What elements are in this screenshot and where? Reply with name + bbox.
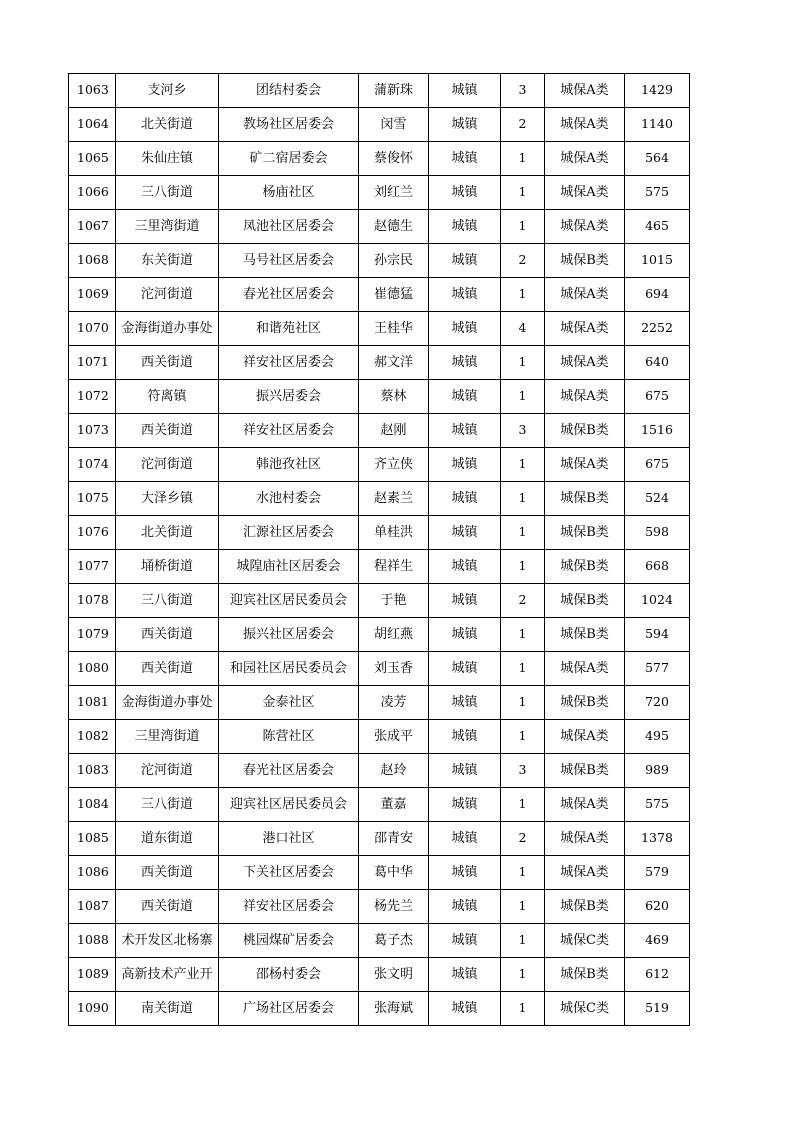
household-count-cell: 2 (501, 822, 545, 856)
community-cell: 韩池孜社区 (219, 448, 359, 482)
household-count-cell: 1 (501, 958, 545, 992)
name-cell: 董嘉 (359, 788, 429, 822)
table-row (69, 74, 690, 108)
area-type-cell: 城镇 (429, 108, 501, 142)
table-row (69, 788, 690, 822)
street-cell: 西关街道 (116, 346, 219, 380)
community-cell: 邵杨村委会 (219, 958, 359, 992)
table-row (69, 176, 690, 210)
area-type-cell: 城镇 (429, 652, 501, 686)
community-cell: 教场社区居委会 (219, 108, 359, 142)
area-type-cell: 城镇 (429, 788, 501, 822)
amount-cell: 575 (625, 176, 690, 210)
amount-cell: 519 (625, 992, 690, 1026)
insurance-category-cell: 城保A类 (545, 822, 625, 856)
table-row (69, 142, 690, 176)
insurance-category-cell: 城保A类 (545, 74, 625, 108)
community-cell: 矿二宿居委会 (219, 142, 359, 176)
household-count-cell: 1 (501, 482, 545, 516)
amount-cell: 720 (625, 686, 690, 720)
name-cell: 葛子杰 (359, 924, 429, 958)
community-cell: 汇源社区居委会 (219, 516, 359, 550)
street-cell: 西关街道 (116, 652, 219, 686)
household-count-cell: 1 (501, 176, 545, 210)
insurance-category-cell: 城保A类 (545, 346, 625, 380)
street-cell: 符离镇 (116, 380, 219, 414)
community-cell: 桃园煤矿居委会 (219, 924, 359, 958)
insurance-category-cell: 城保B类 (545, 958, 625, 992)
row-number-cell: 1083 (69, 754, 116, 788)
insurance-category-cell: 城保A类 (545, 380, 625, 414)
insurance-category-cell: 城保A类 (545, 856, 625, 890)
amount-cell: 524 (625, 482, 690, 516)
street-cell: 沱河街道 (116, 278, 219, 312)
household-count-cell: 1 (501, 278, 545, 312)
row-number-cell: 1086 (69, 856, 116, 890)
street-cell: 东关街道 (116, 244, 219, 278)
name-cell: 赵素兰 (359, 482, 429, 516)
insurance-category-cell: 城保B类 (545, 754, 625, 788)
community-cell: 祥安社区居委会 (219, 890, 359, 924)
community-cell: 水池村委会 (219, 482, 359, 516)
household-count-cell: 1 (501, 652, 545, 686)
name-cell: 赵德生 (359, 210, 429, 244)
table-row (69, 550, 690, 584)
area-type-cell: 城镇 (429, 924, 501, 958)
name-cell: 凌芳 (359, 686, 429, 720)
amount-cell: 640 (625, 346, 690, 380)
table-row (69, 992, 690, 1026)
row-number-cell: 1066 (69, 176, 116, 210)
table-row (69, 244, 690, 278)
street-cell: 朱仙庄镇 (116, 142, 219, 176)
insurance-category-cell: 城保B类 (545, 686, 625, 720)
table-row (69, 822, 690, 856)
insurance-category-cell: 城保B类 (545, 618, 625, 652)
area-type-cell: 城镇 (429, 618, 501, 652)
name-cell: 赵刚 (359, 414, 429, 448)
community-cell: 祥安社区居委会 (219, 414, 359, 448)
insurance-category-cell: 城保A类 (545, 278, 625, 312)
community-cell: 广场社区居委会 (219, 992, 359, 1026)
amount-cell: 594 (625, 618, 690, 652)
table-row (69, 448, 690, 482)
amount-cell: 620 (625, 890, 690, 924)
street-cell: 三里湾街道 (116, 210, 219, 244)
table-row (69, 958, 690, 992)
name-cell: 蔡俊怀 (359, 142, 429, 176)
street-cell: 三里湾街道 (116, 720, 219, 754)
amount-cell: 577 (625, 652, 690, 686)
row-number-cell: 1082 (69, 720, 116, 754)
row-number-cell: 1072 (69, 380, 116, 414)
name-cell: 崔德猛 (359, 278, 429, 312)
insurance-category-cell: 城保A类 (545, 788, 625, 822)
name-cell: 张海斌 (359, 992, 429, 1026)
table-body (69, 74, 690, 1026)
area-type-cell: 城镇 (429, 176, 501, 210)
row-number-cell: 1067 (69, 210, 116, 244)
table-row (69, 686, 690, 720)
street-cell: 北关街道 (116, 108, 219, 142)
street-cell: 金海街道办事处 (116, 686, 219, 720)
amount-cell: 1516 (625, 414, 690, 448)
amount-cell: 694 (625, 278, 690, 312)
table-row (69, 210, 690, 244)
area-type-cell: 城镇 (429, 856, 501, 890)
amount-cell: 675 (625, 380, 690, 414)
community-cell: 祥安社区居委会 (219, 346, 359, 380)
household-count-cell: 1 (501, 448, 545, 482)
row-number-cell: 1087 (69, 890, 116, 924)
table-row (69, 618, 690, 652)
name-cell: 张文明 (359, 958, 429, 992)
insurance-category-cell: 城保B类 (545, 890, 625, 924)
area-type-cell: 城镇 (429, 380, 501, 414)
street-cell: 西关街道 (116, 618, 219, 652)
community-cell: 杨庙社区 (219, 176, 359, 210)
table-row (69, 312, 690, 346)
name-cell: 齐立侠 (359, 448, 429, 482)
table-row (69, 856, 690, 890)
community-cell: 港口社区 (219, 822, 359, 856)
insurance-category-cell: 城保A类 (545, 176, 625, 210)
household-count-cell: 1 (501, 618, 545, 652)
row-number-cell: 1070 (69, 312, 116, 346)
insurance-category-cell: 城保A类 (545, 720, 625, 754)
name-cell: 王桂华 (359, 312, 429, 346)
amount-cell: 575 (625, 788, 690, 822)
insurance-category-cell: 城保A类 (545, 108, 625, 142)
street-cell: 西关街道 (116, 890, 219, 924)
amount-cell: 1015 (625, 244, 690, 278)
community-cell: 春光社区居委会 (219, 754, 359, 788)
area-type-cell: 城镇 (429, 754, 501, 788)
name-cell: 邵青安 (359, 822, 429, 856)
area-type-cell: 城镇 (429, 550, 501, 584)
community-cell: 和谐苑社区 (219, 312, 359, 346)
area-type-cell: 城镇 (429, 516, 501, 550)
row-number-cell: 1063 (69, 74, 116, 108)
area-type-cell: 城镇 (429, 584, 501, 618)
area-type-cell: 城镇 (429, 448, 501, 482)
table-row (69, 754, 690, 788)
data-table (68, 73, 690, 1026)
community-cell: 城隍庙社区居委会 (219, 550, 359, 584)
table-row (69, 108, 690, 142)
household-count-cell: 1 (501, 788, 545, 822)
insurance-category-cell: 城保B类 (545, 550, 625, 584)
amount-cell: 495 (625, 720, 690, 754)
table-row (69, 482, 690, 516)
insurance-category-cell: 城保B类 (545, 584, 625, 618)
insurance-category-cell: 城保B类 (545, 244, 625, 278)
household-count-cell: 1 (501, 550, 545, 584)
household-count-cell: 3 (501, 754, 545, 788)
area-type-cell: 城镇 (429, 992, 501, 1026)
area-type-cell: 城镇 (429, 346, 501, 380)
amount-cell: 469 (625, 924, 690, 958)
row-number-cell: 1088 (69, 924, 116, 958)
community-cell: 和园社区居民委员会 (219, 652, 359, 686)
table-row (69, 924, 690, 958)
name-cell: 葛中华 (359, 856, 429, 890)
household-count-cell: 2 (501, 244, 545, 278)
area-type-cell: 城镇 (429, 278, 501, 312)
amount-cell: 612 (625, 958, 690, 992)
community-cell: 马号社区居委会 (219, 244, 359, 278)
name-cell: 孙宗民 (359, 244, 429, 278)
name-cell: 赵玲 (359, 754, 429, 788)
name-cell: 张成平 (359, 720, 429, 754)
row-number-cell: 1068 (69, 244, 116, 278)
community-cell: 迎宾社区居民委员会 (219, 584, 359, 618)
name-cell: 刘红兰 (359, 176, 429, 210)
name-cell: 蒲新珠 (359, 74, 429, 108)
area-type-cell: 城镇 (429, 414, 501, 448)
community-cell: 凤池社区居委会 (219, 210, 359, 244)
amount-cell: 1378 (625, 822, 690, 856)
name-cell: 杨先兰 (359, 890, 429, 924)
street-cell: 道东街道 (116, 822, 219, 856)
name-cell: 刘玉香 (359, 652, 429, 686)
area-type-cell: 城镇 (429, 958, 501, 992)
household-count-cell: 2 (501, 584, 545, 618)
row-number-cell: 1073 (69, 414, 116, 448)
row-number-cell: 1064 (69, 108, 116, 142)
street-cell: 支河乡 (116, 74, 219, 108)
insurance-category-cell: 城保A类 (545, 312, 625, 346)
row-number-cell: 1085 (69, 822, 116, 856)
street-cell: 高新技术产业开 (116, 958, 219, 992)
insurance-category-cell: 城保A类 (545, 652, 625, 686)
amount-cell: 564 (625, 142, 690, 176)
table-row (69, 278, 690, 312)
area-type-cell: 城镇 (429, 210, 501, 244)
insurance-category-cell: 城保B类 (545, 414, 625, 448)
amount-cell: 579 (625, 856, 690, 890)
row-number-cell: 1080 (69, 652, 116, 686)
community-cell: 金泰社区 (219, 686, 359, 720)
name-cell: 程祥生 (359, 550, 429, 584)
street-cell: 术开发区北杨寨 (116, 924, 219, 958)
insurance-category-cell: 城保A类 (545, 448, 625, 482)
street-cell: 金海街道办事处 (116, 312, 219, 346)
insurance-category-cell: 城保B类 (545, 482, 625, 516)
amount-cell: 1140 (625, 108, 690, 142)
community-cell: 振兴社区居委会 (219, 618, 359, 652)
household-count-cell: 1 (501, 380, 545, 414)
amount-cell: 1429 (625, 74, 690, 108)
community-cell: 春光社区居委会 (219, 278, 359, 312)
household-count-cell: 1 (501, 856, 545, 890)
row-number-cell: 1079 (69, 618, 116, 652)
household-count-cell: 2 (501, 108, 545, 142)
street-cell: 西关街道 (116, 414, 219, 448)
community-cell: 振兴居委会 (219, 380, 359, 414)
area-type-cell: 城镇 (429, 74, 501, 108)
amount-cell: 1024 (625, 584, 690, 618)
insurance-category-cell: 城保C类 (545, 992, 625, 1026)
household-count-cell: 3 (501, 74, 545, 108)
household-count-cell: 1 (501, 686, 545, 720)
row-number-cell: 1090 (69, 992, 116, 1026)
table-row (69, 346, 690, 380)
amount-cell: 2252 (625, 312, 690, 346)
row-number-cell: 1071 (69, 346, 116, 380)
street-cell: 沱河街道 (116, 754, 219, 788)
street-cell: 北关街道 (116, 516, 219, 550)
area-type-cell: 城镇 (429, 482, 501, 516)
insurance-category-cell: 城保B类 (545, 516, 625, 550)
area-type-cell: 城镇 (429, 142, 501, 176)
amount-cell: 675 (625, 448, 690, 482)
name-cell: 于艳 (359, 584, 429, 618)
table-row (69, 380, 690, 414)
area-type-cell: 城镇 (429, 890, 501, 924)
area-type-cell: 城镇 (429, 720, 501, 754)
household-count-cell: 1 (501, 924, 545, 958)
table-row (69, 414, 690, 448)
row-number-cell: 1076 (69, 516, 116, 550)
row-number-cell: 1074 (69, 448, 116, 482)
name-cell: 蔡林 (359, 380, 429, 414)
household-count-cell: 1 (501, 992, 545, 1026)
area-type-cell: 城镇 (429, 686, 501, 720)
area-type-cell: 城镇 (429, 822, 501, 856)
table-row (69, 584, 690, 618)
community-cell: 下关社区居委会 (219, 856, 359, 890)
row-number-cell: 1078 (69, 584, 116, 618)
household-count-cell: 1 (501, 346, 545, 380)
community-cell: 陈营社区 (219, 720, 359, 754)
row-number-cell: 1081 (69, 686, 116, 720)
row-number-cell: 1077 (69, 550, 116, 584)
street-cell: 大泽乡镇 (116, 482, 219, 516)
street-cell: 沱河街道 (116, 448, 219, 482)
amount-cell: 598 (625, 516, 690, 550)
row-number-cell: 1089 (69, 958, 116, 992)
street-cell: 南关街道 (116, 992, 219, 1026)
street-cell: 埇桥街道 (116, 550, 219, 584)
row-number-cell: 1084 (69, 788, 116, 822)
area-type-cell: 城镇 (429, 312, 501, 346)
household-count-cell: 1 (501, 210, 545, 244)
name-cell: 胡红燕 (359, 618, 429, 652)
street-cell: 三八街道 (116, 176, 219, 210)
amount-cell: 465 (625, 210, 690, 244)
community-cell: 团结村委会 (219, 74, 359, 108)
amount-cell: 989 (625, 754, 690, 788)
table-row (69, 516, 690, 550)
household-count-cell: 1 (501, 516, 545, 550)
insurance-category-cell: 城保A类 (545, 142, 625, 176)
amount-cell: 668 (625, 550, 690, 584)
street-cell: 三八街道 (116, 584, 219, 618)
name-cell: 单桂洪 (359, 516, 429, 550)
household-count-cell: 4 (501, 312, 545, 346)
table-row (69, 890, 690, 924)
area-type-cell: 城镇 (429, 244, 501, 278)
row-number-cell: 1065 (69, 142, 116, 176)
street-cell: 三八街道 (116, 788, 219, 822)
household-count-cell: 1 (501, 890, 545, 924)
table-row (69, 652, 690, 686)
name-cell: 闵雪 (359, 108, 429, 142)
row-number-cell: 1075 (69, 482, 116, 516)
name-cell: 郝文洋 (359, 346, 429, 380)
insurance-category-cell: 城保C类 (545, 924, 625, 958)
household-count-cell: 1 (501, 720, 545, 754)
table-row (69, 720, 690, 754)
insurance-category-cell: 城保A类 (545, 210, 625, 244)
community-cell: 迎宾社区居民委员会 (219, 788, 359, 822)
household-count-cell: 3 (501, 414, 545, 448)
street-cell: 西关街道 (116, 856, 219, 890)
row-number-cell: 1069 (69, 278, 116, 312)
household-count-cell: 1 (501, 142, 545, 176)
